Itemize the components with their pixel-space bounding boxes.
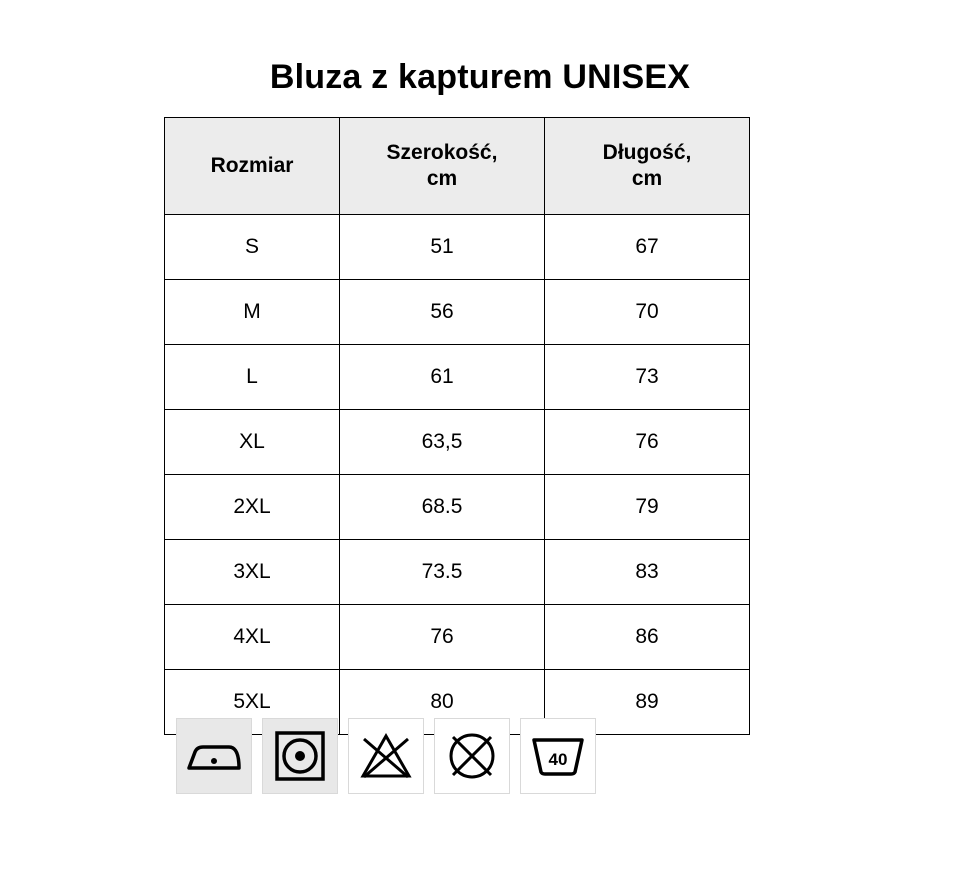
cell-length: 70 bbox=[545, 280, 750, 345]
cell-length: 83 bbox=[545, 540, 750, 605]
cell-width: 68.5 bbox=[340, 475, 545, 540]
do-not-dry-clean-icon bbox=[446, 730, 498, 782]
table-header bbox=[165, 118, 750, 215]
table-row bbox=[165, 345, 750, 410]
cell-length: 76 bbox=[545, 410, 750, 475]
column-header-width-line2: cm bbox=[426, 167, 458, 190]
column-header-length-line1: Długość, bbox=[602, 140, 692, 164]
table-row bbox=[165, 410, 750, 475]
cell-length: 73 bbox=[545, 345, 750, 410]
cell-width: 80 bbox=[340, 670, 545, 735]
table-row bbox=[165, 540, 750, 605]
column-header-size-line1: Rozmiar bbox=[210, 153, 294, 177]
cell-size: 5XL bbox=[165, 670, 340, 735]
page-title: Bluza z kapturem UNISEX bbox=[269, 58, 691, 96]
table-row bbox=[165, 475, 750, 540]
column-header-length-line2: cm bbox=[631, 167, 663, 190]
column-header-width bbox=[340, 118, 545, 215]
care-symbol-do-not-dry-clean bbox=[434, 718, 510, 794]
care-symbol-wash bbox=[520, 718, 596, 794]
cell-size: M bbox=[165, 280, 340, 345]
cell-width: 51 bbox=[340, 215, 545, 280]
svg-text:40: 40 bbox=[548, 750, 568, 769]
cell-size: 2XL bbox=[165, 475, 340, 540]
cell-width: 76 bbox=[340, 605, 545, 670]
table-header-row bbox=[165, 118, 750, 215]
do-not-bleach-icon bbox=[359, 732, 413, 780]
care-symbol-iron bbox=[176, 718, 252, 794]
column-header-size bbox=[165, 118, 340, 215]
cell-length: 67 bbox=[545, 215, 750, 280]
care-symbol-do-not-bleach bbox=[348, 718, 424, 794]
cell-width: 73.5 bbox=[340, 540, 545, 605]
table-row bbox=[165, 280, 750, 345]
cell-size: L bbox=[165, 345, 340, 410]
cell-size: XL bbox=[165, 410, 340, 475]
cell-size: 3XL bbox=[165, 540, 340, 605]
cell-size: S bbox=[165, 215, 340, 280]
table-row bbox=[165, 215, 750, 280]
cell-width: 56 bbox=[340, 280, 545, 345]
cell-length: 79 bbox=[545, 475, 750, 540]
cell-width: 61 bbox=[340, 345, 545, 410]
tumble-dry-normal-icon bbox=[274, 730, 326, 782]
iron-low-heat-icon bbox=[185, 736, 243, 776]
care-symbols-row bbox=[176, 718, 596, 794]
size-table bbox=[164, 117, 750, 735]
table-body bbox=[165, 215, 750, 735]
care-symbol-tumble-dry bbox=[262, 718, 338, 794]
cell-length: 86 bbox=[545, 605, 750, 670]
column-header-length bbox=[545, 118, 750, 215]
wash-40-icon bbox=[529, 734, 587, 778]
cell-length: 89 bbox=[545, 670, 750, 735]
cell-size: 4XL bbox=[165, 605, 340, 670]
cell-width: 63,5 bbox=[340, 410, 545, 475]
column-header-width-line1: Szerokość, bbox=[386, 140, 498, 164]
table-row bbox=[165, 605, 750, 670]
